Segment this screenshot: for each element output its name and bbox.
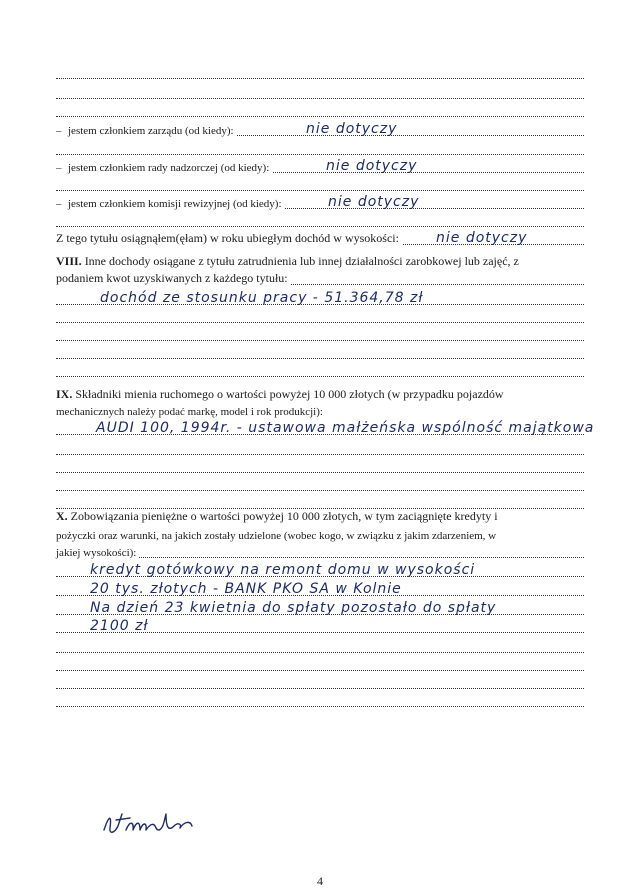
section-ix-line2: mechanicznych należy podać markę, model i rok produkcji): <box>56 406 326 418</box>
section-viii-line2: podaniem kwot uzyskiwanych z każdego tytułu: <box>56 271 291 286</box>
audit-committee-row: – jestem członkiem komisji rewizyjnej (od kiedy): nie dotyczy <box>56 190 584 212</box>
board-income-answer: nie dotyczy <box>436 230 528 246</box>
section-x-answer-2: 20 tys. złotych - BANK PKO SA w Kolnie <box>90 581 402 597</box>
section-x-line2: pożyczki oraz warunki, na jakich zostały udzielone (wobec kogo, w związku z jakim zdarzeniem, w <box>56 530 499 542</box>
section-ix-answer-row <box>56 416 595 438</box>
section-x-answer-1: kredyt gotówkowy na remont domu w wysokości <box>90 562 476 578</box>
section-ix-line1: Składniki mienia ruchomego o wartości powyżej 10 000 złotych (w przypadku pojazdów <box>75 387 504 401</box>
section-viii-line1: Inne dochody osiągane z tytułu zatrudnienia lub innej działalności zarobkowej lub zajęć, z <box>84 254 519 268</box>
supervisory-board-label: jestem członkiem rady nadzorczej (od kiedy): <box>68 162 270 174</box>
blank-line <box>56 688 584 710</box>
section-x-answer-4: 2100 zł <box>90 618 149 634</box>
management-board-row: – jestem członkiem zarządu (od kiedy): nie dotyczy <box>56 117 584 139</box>
blank-line <box>56 358 584 380</box>
section-viii-number: VIII. <box>56 254 82 268</box>
section-ix-answer: AUDI 100, 1994r. - ustawowa małżeńska wspólność majątkowa <box>96 420 595 436</box>
management-board-answer: nie dotyczy <box>306 121 398 137</box>
management-board-label: jestem członkiem zarządu (od kiedy): <box>68 125 234 137</box>
section-x-line3: jakiej wysokości): <box>56 547 139 559</box>
section-x-line1: Zobowiązania pieniężne o wartości powyżej 10 000 złotych, w tym zaciągnięte kredyty i <box>70 509 498 523</box>
handwritten-signature <box>100 800 210 840</box>
supervisory-board-row: – jestem członkiem rady nadzorczej (od kiedy): nie dotyczy <box>56 154 584 176</box>
audit-committee-label: jestem członkiem komisji rewizyjnej (od kiedy): <box>68 198 282 210</box>
section-x-answer-3: Na dzień 23 kwietnia do spłaty pozostało do spłaty <box>90 600 497 616</box>
supervisory-board-answer: nie dotyczy <box>326 158 418 174</box>
section-x-number: X. <box>56 509 68 523</box>
section-ix-number: IX. <box>56 387 73 401</box>
board-income-label: Z tego tytułu osiągnąłem(ęłam) w roku ubiegłym dochód w wysokości: <box>56 231 402 246</box>
audit-committee-answer: nie dotyczy <box>328 194 420 210</box>
section-viii-answer: dochód ze stosunku pracy - 51.364,78 zł <box>100 290 424 306</box>
board-income-row <box>56 226 584 248</box>
section-viii-line2-row <box>56 266 584 288</box>
blank-line <box>56 60 584 82</box>
page-number: 4 <box>317 874 323 888</box>
section-x-answer-row-4 <box>56 614 584 636</box>
